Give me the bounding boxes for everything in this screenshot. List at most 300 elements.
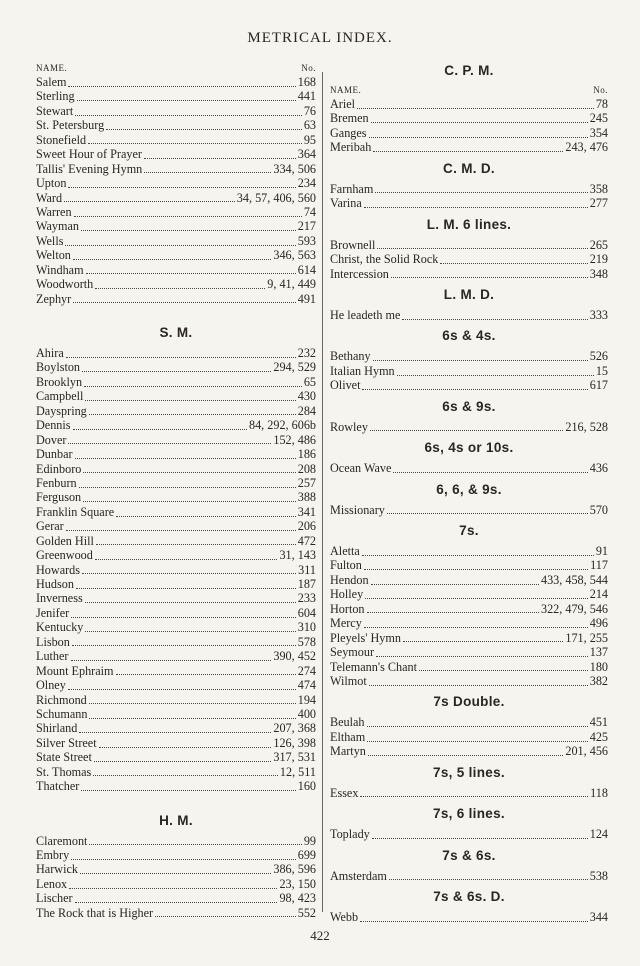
hymn-numbers: 317, 531 bbox=[273, 750, 316, 765]
index-entry bbox=[36, 707, 316, 721]
hymn-numbers: 388 bbox=[297, 490, 316, 505]
leader-dots bbox=[367, 716, 588, 727]
index-entry bbox=[36, 162, 316, 176]
meter-section bbox=[330, 62, 608, 155]
index-entry bbox=[330, 140, 608, 154]
index-entry bbox=[330, 503, 608, 517]
leader-dots bbox=[357, 98, 594, 109]
index-entry bbox=[330, 786, 608, 800]
tune-name: Mercy bbox=[330, 616, 362, 631]
tune-name: Lischer bbox=[36, 891, 73, 906]
index-entry bbox=[36, 89, 316, 103]
tune-name: Schumann bbox=[36, 706, 88, 721]
leader-dots bbox=[84, 376, 302, 387]
hymn-numbers: 201, 456 bbox=[565, 744, 608, 759]
tune-name: Windham bbox=[36, 262, 84, 277]
hymn-numbers: 137 bbox=[589, 645, 608, 660]
index-entry bbox=[36, 649, 316, 663]
index-entry bbox=[330, 252, 608, 266]
tune-name: Beulah bbox=[330, 715, 365, 730]
index-entry bbox=[36, 104, 316, 118]
index-entry bbox=[330, 869, 608, 883]
leader-dots bbox=[360, 786, 588, 797]
leader-dots bbox=[368, 745, 563, 756]
hymn-numbers: 78 bbox=[595, 97, 608, 111]
index-entry bbox=[330, 97, 608, 111]
hymn-numbers: 496 bbox=[589, 616, 608, 631]
hymn-numbers: 76 bbox=[303, 103, 316, 118]
tune-name: Ganges bbox=[330, 125, 367, 140]
leader-dots bbox=[69, 878, 277, 889]
index-entry bbox=[330, 126, 608, 140]
hymn-numbers: 187 bbox=[297, 577, 316, 591]
leader-dots bbox=[419, 660, 588, 671]
hymn-numbers: 348 bbox=[589, 266, 608, 281]
index-entry bbox=[36, 620, 316, 634]
index-entry bbox=[36, 779, 316, 793]
meter-section bbox=[330, 522, 608, 688]
meter-heading: 7s, 6 lines. bbox=[433, 806, 505, 822]
index-entry bbox=[330, 573, 608, 587]
hymn-numbers: 334, 506 bbox=[273, 161, 316, 176]
index-entry bbox=[36, 375, 316, 389]
tune-name: Howards bbox=[36, 562, 81, 577]
meter-section bbox=[330, 481, 608, 517]
leader-dots bbox=[364, 617, 588, 628]
index-entry bbox=[330, 267, 608, 281]
leader-dots bbox=[80, 863, 271, 874]
hymn-numbers: 126, 398 bbox=[273, 735, 316, 750]
meter-section bbox=[330, 888, 608, 924]
index-entry bbox=[36, 346, 316, 360]
index-entry bbox=[330, 587, 608, 601]
leader-dots bbox=[73, 292, 296, 303]
tune-name: Italian Hymn bbox=[330, 363, 395, 378]
tune-name: Edinboro bbox=[36, 461, 82, 476]
index-entry bbox=[36, 462, 316, 476]
hymn-numbers: 84, 292, 606b bbox=[248, 418, 316, 433]
leader-dots bbox=[75, 892, 278, 903]
leader-dots bbox=[364, 559, 588, 570]
hymn-numbers: 284 bbox=[297, 403, 316, 418]
meter-section bbox=[330, 398, 608, 434]
tune-name: Boylston bbox=[36, 360, 81, 375]
leader-dots bbox=[360, 911, 588, 922]
meter-section bbox=[330, 286, 608, 322]
meter-heading: 7s. bbox=[459, 523, 479, 538]
index-entry bbox=[36, 635, 316, 649]
tune-name: State Street bbox=[36, 750, 92, 765]
hymn-numbers: 265 bbox=[589, 237, 608, 252]
leader-dots bbox=[373, 141, 563, 152]
index-entry bbox=[36, 577, 316, 591]
leader-dots bbox=[72, 635, 296, 646]
tune-name: Intercession bbox=[330, 266, 389, 281]
index-entry bbox=[330, 196, 608, 210]
leader-dots bbox=[106, 119, 302, 130]
leader-dots bbox=[64, 191, 235, 202]
hymn-numbers: 472 bbox=[297, 533, 316, 548]
index-entry bbox=[36, 389, 316, 403]
hymn-numbers: 245 bbox=[589, 111, 608, 126]
tune-name: Missionary bbox=[330, 502, 385, 517]
tune-name: Lenox bbox=[36, 876, 68, 891]
index-entry bbox=[330, 660, 608, 674]
tune-name: Claremont bbox=[36, 833, 88, 848]
right-column bbox=[330, 62, 608, 924]
hymn-numbers: 310 bbox=[297, 620, 316, 635]
leader-dots bbox=[79, 722, 271, 733]
hymn-numbers: 207, 368 bbox=[273, 721, 316, 736]
index-entry bbox=[36, 548, 316, 562]
index-entry bbox=[36, 834, 316, 848]
left-column bbox=[36, 62, 316, 920]
leader-dots bbox=[369, 127, 588, 138]
tune-name: Hendon bbox=[330, 572, 369, 587]
index-entry bbox=[330, 111, 608, 125]
hymn-numbers: 9, 41, 449 bbox=[267, 277, 316, 292]
index-entry bbox=[36, 534, 316, 548]
hymn-numbers: 12, 511 bbox=[279, 764, 316, 779]
leader-dots bbox=[82, 563, 296, 574]
leader-dots bbox=[77, 90, 296, 101]
tune-name: Ahira bbox=[36, 346, 64, 360]
index-entry bbox=[330, 461, 608, 475]
tune-name: Aletta bbox=[330, 544, 360, 558]
hymn-numbers: 346, 563 bbox=[273, 248, 316, 263]
hymn-numbers: 364 bbox=[297, 147, 316, 162]
tune-name: Hudson bbox=[36, 577, 74, 591]
tune-name: Rowley bbox=[330, 419, 368, 434]
meter-heading: 6s, 4s or 10s. bbox=[424, 440, 514, 456]
leader-dots bbox=[362, 379, 587, 390]
index-entry bbox=[36, 418, 316, 432]
hymn-numbers: 433, 458, 544 bbox=[540, 572, 608, 587]
index-entry bbox=[36, 292, 316, 306]
index-entry bbox=[36, 133, 316, 147]
hymn-numbers: 23, 150 bbox=[279, 876, 316, 891]
tune-name: Christ, the Solid Rock bbox=[330, 252, 439, 267]
index-entry bbox=[330, 349, 608, 363]
hymn-numbers: 614 bbox=[297, 262, 316, 277]
tune-name: Embry bbox=[36, 848, 70, 862]
index-entry bbox=[36, 891, 316, 905]
index-entry bbox=[36, 877, 316, 891]
index-entry bbox=[36, 721, 316, 735]
hymn-numbers: 699 bbox=[297, 848, 316, 862]
hymn-numbers: 234 bbox=[297, 176, 316, 191]
index-entry bbox=[36, 404, 316, 418]
index-entry bbox=[36, 678, 316, 692]
tune-name: Holley bbox=[330, 587, 364, 602]
tune-name: Greenwood bbox=[36, 548, 93, 563]
index-entry bbox=[36, 447, 316, 461]
index-entry bbox=[36, 191, 316, 205]
index-entry bbox=[36, 433, 316, 447]
tune-name: Ariel bbox=[330, 97, 356, 111]
leader-dots bbox=[95, 278, 265, 289]
index-entry bbox=[36, 591, 316, 605]
index-entry bbox=[330, 420, 608, 434]
index-entry bbox=[330, 910, 608, 924]
hymn-numbers: 208 bbox=[297, 461, 316, 476]
leader-dots bbox=[362, 545, 594, 556]
hymn-numbers: 206 bbox=[297, 519, 316, 534]
leader-dots bbox=[375, 182, 587, 193]
hymn-numbers: 95 bbox=[303, 132, 316, 147]
index-entry bbox=[36, 906, 316, 920]
hymn-numbers: 171, 255 bbox=[565, 630, 608, 645]
leader-dots bbox=[367, 731, 588, 742]
meter-heading: H. M. bbox=[159, 812, 193, 828]
tune-name: Stonefield bbox=[36, 132, 87, 147]
hymn-numbers: 98, 423 bbox=[279, 891, 316, 906]
leader-dots bbox=[81, 780, 295, 791]
index-entry bbox=[36, 736, 316, 750]
hymn-numbers: 180 bbox=[589, 659, 608, 674]
meter-heading: 7s & 6s. D. bbox=[433, 889, 505, 904]
tune-name: Toplady bbox=[330, 827, 370, 842]
leader-dots bbox=[66, 520, 296, 531]
tune-name: Gerar bbox=[36, 519, 64, 534]
meter-heading: 6s & 4s. bbox=[442, 328, 496, 344]
hymn-numbers: 436 bbox=[589, 461, 608, 476]
hymn-numbers: 400 bbox=[297, 706, 316, 721]
leader-dots bbox=[403, 631, 563, 642]
right-sections bbox=[330, 62, 608, 924]
leader-dots bbox=[371, 112, 588, 123]
name-header: NAME. bbox=[330, 85, 362, 95]
tune-name: Martyn bbox=[330, 744, 366, 759]
hymn-numbers: 31, 143 bbox=[279, 548, 316, 563]
index-entry bbox=[36, 563, 316, 577]
tune-name: Fenburn bbox=[36, 475, 77, 490]
hymn-numbers: 354 bbox=[589, 125, 608, 140]
meter-heading: S. M. bbox=[159, 325, 193, 340]
leader-dots bbox=[376, 646, 588, 657]
tune-name: Ferguson bbox=[36, 490, 82, 505]
index-entry bbox=[330, 544, 608, 558]
meter-section bbox=[36, 324, 316, 794]
leader-dots bbox=[65, 235, 295, 246]
leader-dots bbox=[68, 679, 296, 690]
tune-name: Sterling bbox=[36, 89, 75, 104]
index-entry bbox=[36, 248, 316, 262]
leader-dots bbox=[71, 849, 296, 860]
left-column-header bbox=[36, 62, 316, 75]
hymn-numbers: 219 bbox=[589, 252, 608, 267]
tune-name: Shirland bbox=[36, 721, 78, 736]
leader-dots bbox=[75, 448, 296, 459]
meter-heading: L. M. D. bbox=[443, 286, 495, 302]
hymn-numbers: 333 bbox=[589, 307, 608, 322]
tune-name: Essex bbox=[330, 785, 359, 800]
index-entry bbox=[36, 750, 316, 764]
tune-name: Lisbon bbox=[36, 634, 70, 649]
tune-name: Silver Street bbox=[36, 735, 97, 750]
index-entry bbox=[36, 505, 316, 519]
leader-dots bbox=[389, 869, 588, 880]
leader-dots bbox=[76, 578, 296, 589]
leader-dots bbox=[68, 177, 295, 188]
hymn-numbers: 341 bbox=[297, 504, 316, 519]
hymn-numbers: 552 bbox=[297, 905, 316, 920]
hymn-numbers: 604 bbox=[297, 605, 316, 620]
index-entry bbox=[330, 744, 608, 758]
hymn-numbers: 194 bbox=[297, 692, 316, 707]
leader-dots bbox=[96, 534, 296, 545]
tune-name: Tallis' Evening Hymn bbox=[36, 161, 143, 176]
tune-name: Zephyr bbox=[36, 291, 72, 306]
meter-section bbox=[330, 216, 608, 281]
index-entry bbox=[36, 277, 316, 291]
hymn-numbers: 390, 452 bbox=[273, 649, 316, 664]
tune-name: Seymour bbox=[330, 645, 375, 660]
leader-dots bbox=[371, 574, 539, 585]
tune-name: Meribah bbox=[330, 140, 372, 155]
index-entry bbox=[36, 219, 316, 233]
tune-name: Farnham bbox=[330, 181, 374, 196]
index-entry bbox=[36, 75, 316, 89]
tune-name: Inverness bbox=[36, 591, 83, 606]
leader-dots bbox=[440, 253, 587, 264]
index-entry bbox=[330, 308, 608, 322]
index-entry bbox=[36, 476, 316, 490]
hymn-numbers: 124 bbox=[589, 827, 608, 842]
leader-dots bbox=[75, 105, 302, 116]
hymn-numbers: 344 bbox=[589, 910, 608, 924]
leader-dots bbox=[85, 592, 296, 603]
index-entry bbox=[330, 827, 608, 841]
leader-dots bbox=[397, 365, 594, 376]
leader-dots bbox=[73, 419, 247, 430]
index-entry bbox=[36, 606, 316, 620]
leader-dots bbox=[370, 420, 563, 431]
leader-dots bbox=[81, 220, 296, 231]
index-entry bbox=[36, 205, 316, 219]
meter-heading: 6s & 9s. bbox=[442, 398, 496, 414]
tune-name: The Rock that is Higher bbox=[36, 905, 154, 920]
index-entry bbox=[36, 693, 316, 707]
tune-name: Welton bbox=[36, 248, 71, 263]
page-number: 422 bbox=[310, 928, 330, 943]
leader-dots bbox=[365, 588, 588, 599]
hymn-numbers: 257 bbox=[297, 475, 316, 490]
leader-dots bbox=[116, 506, 296, 517]
index-entry bbox=[330, 558, 608, 572]
tune-name: Jenifer bbox=[36, 605, 70, 620]
left-top-list bbox=[36, 75, 316, 306]
tune-name: Eltham bbox=[330, 729, 366, 744]
tune-name: Ocean Wave bbox=[330, 461, 392, 476]
index-entry bbox=[36, 147, 316, 161]
hymn-numbers: 118 bbox=[590, 785, 608, 800]
hymn-numbers: 430 bbox=[297, 389, 316, 404]
index-entry bbox=[36, 519, 316, 533]
hymn-numbers: 578 bbox=[297, 634, 316, 649]
meter-heading: 6, 6, & 9s. bbox=[436, 481, 502, 497]
index-entry bbox=[36, 490, 316, 504]
hymn-numbers: 451 bbox=[589, 715, 608, 730]
tune-name: Dunbar bbox=[36, 447, 73, 462]
hymn-numbers: 63 bbox=[303, 118, 316, 133]
hymn-numbers: 233 bbox=[297, 591, 316, 606]
tune-name: Dayspring bbox=[36, 403, 87, 418]
hymn-numbers: 15 bbox=[595, 363, 608, 378]
tune-name: Pleyels' Hymn bbox=[330, 630, 401, 645]
leader-dots bbox=[89, 693, 296, 704]
tune-name: Amsterdam bbox=[330, 868, 387, 883]
index-entry bbox=[330, 674, 608, 688]
hymn-numbers: 217 bbox=[297, 219, 316, 234]
tune-name: Upton bbox=[36, 176, 67, 191]
meter-section bbox=[330, 693, 608, 758]
index-entry bbox=[330, 631, 608, 645]
index-entry bbox=[36, 263, 316, 277]
hymn-numbers: 311 bbox=[298, 562, 316, 577]
meter-heading: 7s Double. bbox=[433, 694, 505, 710]
leader-dots bbox=[99, 737, 272, 748]
index-entry bbox=[36, 765, 316, 779]
index-entry bbox=[36, 176, 316, 190]
leader-dots bbox=[94, 751, 272, 762]
tune-name: Golden Hill bbox=[36, 533, 94, 548]
hymn-numbers: 593 bbox=[297, 233, 316, 248]
leader-dots bbox=[83, 491, 296, 502]
leader-dots bbox=[68, 433, 271, 444]
hymn-numbers: 34, 57, 406, 560 bbox=[236, 190, 316, 205]
index-entry bbox=[330, 238, 608, 252]
meter-heading: C. M. D. bbox=[443, 160, 495, 176]
tune-name: Horton bbox=[330, 601, 365, 616]
hymn-numbers: 386, 596 bbox=[273, 862, 316, 877]
index-entry bbox=[330, 616, 608, 630]
leader-dots bbox=[387, 503, 588, 514]
tune-name: Woodworth bbox=[36, 277, 94, 292]
leader-dots bbox=[372, 828, 588, 839]
meter-section bbox=[36, 812, 316, 921]
hymn-numbers: 274 bbox=[297, 663, 316, 678]
hymn-numbers: 160 bbox=[297, 779, 316, 794]
leader-dots bbox=[85, 390, 295, 401]
hymn-numbers: 425 bbox=[589, 729, 608, 744]
left-sections bbox=[36, 324, 316, 920]
meter-heading: 7s & 6s. bbox=[442, 847, 496, 863]
index-entry bbox=[330, 378, 608, 392]
meter-section bbox=[330, 327, 608, 392]
hymn-numbers: 91 bbox=[595, 544, 608, 558]
hymn-numbers: 358 bbox=[589, 181, 608, 196]
index-entry bbox=[330, 730, 608, 744]
meter-section bbox=[330, 847, 608, 883]
index-entry bbox=[330, 645, 608, 659]
tune-name: Franklin Square bbox=[36, 504, 115, 519]
hymn-numbers: 617 bbox=[589, 378, 608, 393]
leader-dots bbox=[89, 708, 295, 719]
leader-dots bbox=[367, 602, 539, 613]
hymn-numbers: 491 bbox=[297, 291, 316, 306]
leader-dots bbox=[73, 249, 271, 260]
tune-name: Luther bbox=[36, 649, 69, 664]
tune-name: Wells bbox=[36, 233, 64, 248]
leader-dots bbox=[83, 462, 295, 473]
leader-dots bbox=[393, 462, 587, 473]
leader-dots bbox=[402, 309, 587, 320]
meter-section bbox=[330, 805, 608, 841]
index-entry bbox=[330, 182, 608, 196]
leader-dots bbox=[364, 197, 588, 208]
tune-name: St. Petersburg bbox=[36, 118, 105, 133]
